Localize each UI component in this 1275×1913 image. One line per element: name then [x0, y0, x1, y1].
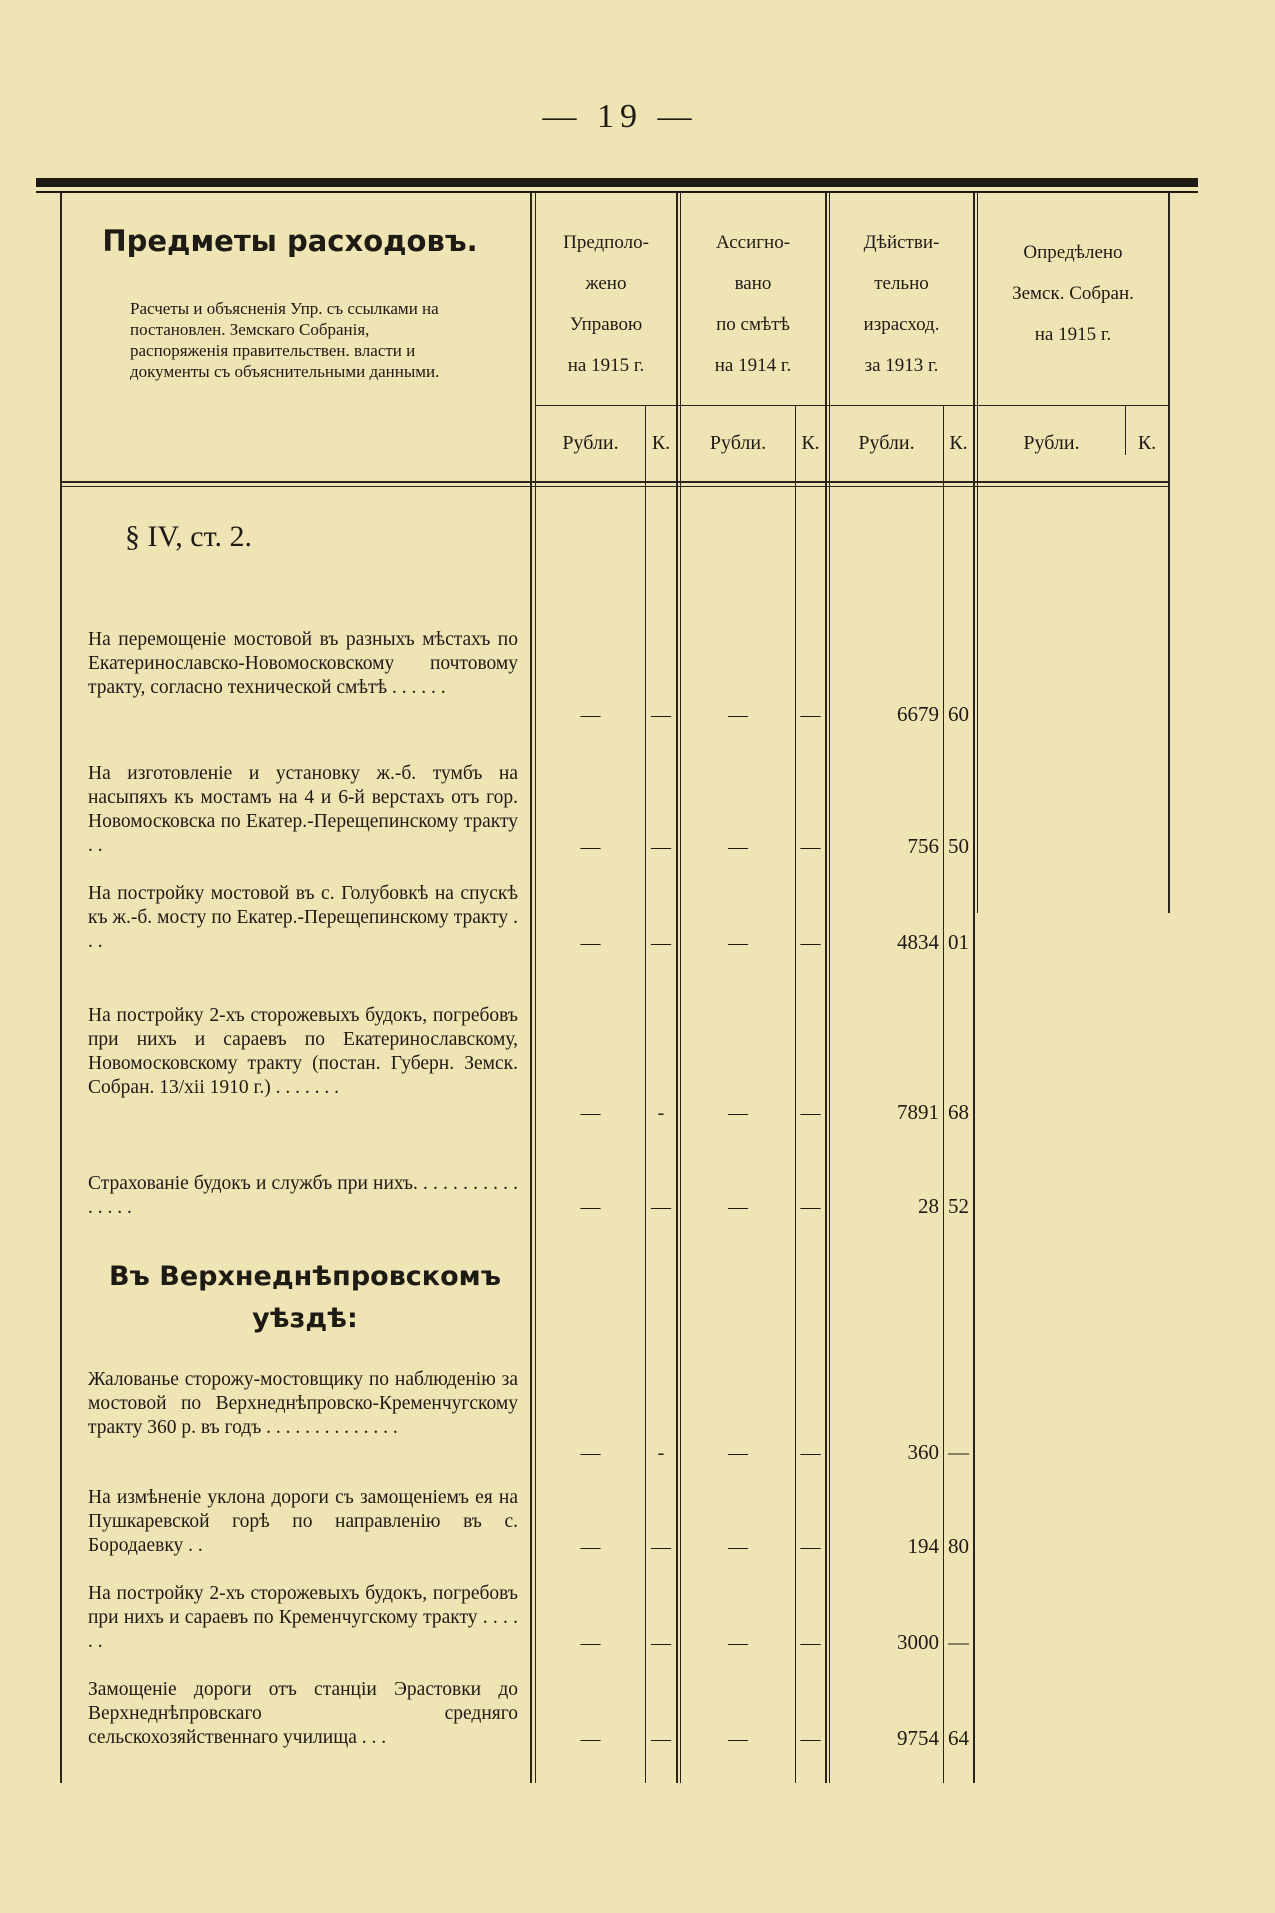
cell-spent-rub: 194 [907, 1534, 939, 1558]
cell-proposed-rub: — [580, 1632, 601, 1654]
cell-assigned-rub: — [728, 836, 748, 858]
cell-proposed-rub: — [580, 1102, 601, 1124]
cell-spent-rub: 9754 [897, 1726, 939, 1750]
unit-kopecks-2: К. [801, 432, 820, 454]
cell-spent-kop: — [948, 1440, 969, 1464]
top-thin-rule [36, 191, 1198, 193]
page-number: — 19 — [542, 98, 698, 135]
cell-proposed-rub: — [580, 1442, 601, 1464]
cell-proposed-rub: — [580, 1728, 601, 1750]
cell-proposed-rub: — [580, 1196, 601, 1218]
entry-text: На постройку 2-хъ сторожевыхъ будокъ, погребовъ при нихъ и сараевъ по Екатеринославскому, Новомосковскому тракту (постан. Губерн. Земск. Собран. 13/xii 1910 г.) . . . . . . . [88, 1005, 518, 1098]
cell-spent-kop: 52 [948, 1194, 969, 1218]
cell-proposed-kop: - [657, 1102, 665, 1124]
entry-text: Страхованіе будокъ и службъ при нихъ. . . . . . . . . . . . . . . . [88, 1173, 518, 1218]
cell-spent-kop: 50 [948, 834, 969, 858]
cell-assigned-kop: — [800, 1536, 821, 1558]
cell-assigned-rub: — [728, 1728, 748, 1750]
cell-assigned-kop: — [800, 1442, 821, 1464]
cell-assigned-kop: — [800, 704, 821, 726]
cell-spent-rub: 4834 [897, 930, 939, 954]
top-thick-rule [36, 178, 1198, 187]
cell-proposed-rub: — [580, 932, 601, 954]
cell-assigned-kop: — [800, 932, 821, 954]
cell-spent-rub: 3000 [897, 1630, 939, 1654]
cell-proposed-rub: — [580, 1536, 601, 1558]
cell-proposed-kop: — [651, 704, 671, 726]
entry-text: Жалованье сторожу-мостовщику по наблюденію за мостовой по Верхнеднѣпровско-Кременчугскому тракту 360 р. въ годъ . . . . . . . . . . . . . . [88, 1369, 518, 1438]
cell-spent-kop: 60 [948, 702, 969, 726]
column-header-proposed: Предполо- жено Управою на 1915 г. [563, 232, 649, 376]
cell-spent-rub: 7891 [897, 1100, 939, 1124]
cell-spent-kop: 01 [948, 930, 969, 954]
entry-text: На постройку 2-хъ сторожевыхъ будокъ, погребовъ при нихъ и сараевъ по Кременчугскому тракту . . . . . . [88, 1583, 518, 1652]
entry-text: Замощеніе дороги отъ станціи Эрастовки до Верхнеднѣпровскаго средняго сельскохозяйственнаго училища . . . [88, 1679, 518, 1748]
cell-proposed-kop: — [651, 1728, 671, 1750]
column-header-spent: Дѣйстви- тельно израсход. за 1913 г. [863, 232, 940, 376]
unit-kopecks-1: К. [651, 432, 671, 454]
unit-rubles-2: Рубли. [709, 432, 767, 454]
cell-assigned-rub: — [728, 932, 748, 954]
unit-rubles-3: Рубли. [858, 432, 915, 454]
cell-spent-kop: 80 [948, 1534, 969, 1558]
entry-text: На перемощеніе мостовой въ разныхъ мѣстахъ по Екатеринославско-Новомосковскому почтовому тракту, согласно технической смѣтѣ . . . . . . [88, 629, 518, 698]
cell-assigned-rub: — [728, 1632, 748, 1654]
cell-assigned-rub: — [728, 1536, 748, 1558]
entry-text: На изготовленіе и установку ж.-б. тумбъ на насыпяхъ къ мостамъ на 4 и 6-й верстахъ отъ гор. Новомосковска по Екатер.-Перещепинскому тракту . . [88, 763, 518, 856]
unit-rubles-4: Рубли. [1023, 432, 1080, 454]
cell-spent-rub: 28 [918, 1194, 939, 1218]
cell-spent-rub: 756 [907, 834, 939, 858]
cell-proposed-kop: — [651, 932, 671, 954]
entry-text: На измѣненіе уклона дороги съ замощеніемъ ея на Пушкаревской горѣ по направленію въ с. Бородаевку . . [88, 1487, 518, 1556]
unit-kopecks-4: К. [1137, 432, 1157, 454]
cell-proposed-kop: — [651, 1536, 671, 1558]
column-header-assigned: Ассигно- вано по смѣтѣ на 1914 г. [714, 232, 792, 376]
entry-text: На постройку мостовой въ с. Голубовкѣ на спускѣ къ ж.-б. мосту по Екатер.-Перещепинскому тракту . . . [88, 883, 518, 952]
cell-proposed-kop: — [651, 836, 671, 858]
cell-proposed-kop: — [651, 1632, 671, 1654]
header-subtitle: Расчеты и объясненія Упр. съ ссылками на постановлен. Земскаго Собранія, распоряженія правительствен. власти и документы съ объяснительными данными. [130, 299, 440, 381]
cell-proposed-rub: — [580, 836, 601, 858]
cell-assigned-kop: — [800, 1196, 821, 1218]
section-title: § IV, ст. 2. [125, 520, 252, 553]
cell-assigned-rub: — [728, 1442, 748, 1464]
cell-proposed-kop: — [651, 1196, 671, 1218]
cell-assigned-kop: — [800, 836, 821, 858]
cell-assigned-rub: — [728, 1196, 748, 1218]
cell-proposed-rub: — [580, 704, 601, 726]
cell-assigned-kop: — [800, 1632, 821, 1654]
column-header-determined: Опредѣлено Земск. Собран. на 1915 г. [1012, 242, 1134, 345]
cell-assigned-kop: — [800, 1102, 821, 1124]
district-title: Въ Верхнеднѣпровскомъ уѣздѣ: [108, 1261, 502, 1334]
cell-spent-kop: — [948, 1630, 969, 1654]
unit-rubles-1: Рубли. [562, 432, 619, 454]
cell-spent-kop: 68 [948, 1100, 969, 1124]
cell-assigned-rub: — [728, 1102, 748, 1124]
cell-proposed-kop: - [657, 1442, 665, 1464]
cell-spent-kop: 64 [948, 1726, 969, 1750]
header-title: Предметы расходовъ. [102, 224, 478, 258]
cell-assigned-kop: — [800, 1728, 821, 1750]
cell-spent-rub: 6679 [897, 702, 939, 726]
cell-spent-rub: 360 [907, 1440, 939, 1464]
unit-kopecks-3: К. [949, 432, 968, 454]
cell-assigned-rub: — [728, 704, 748, 726]
